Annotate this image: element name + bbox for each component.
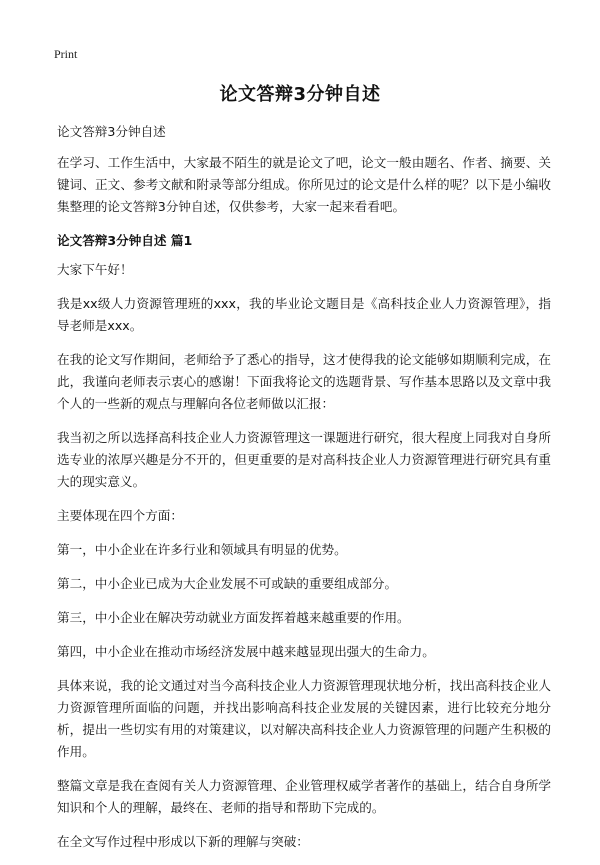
- article-subtitle: 论文答辩3分钟自述: [57, 124, 166, 139]
- list-item-paragraph: 第二，中小企业已成为大企业发展不可或缺的重要组成部分。: [57, 576, 398, 591]
- body-paragraph: 在我的论文写作期间，老师给予了悉心的指导，这才使得我的论文能够如期顺利完成，在此，我谨向老师表示衷心的感谢！下面我将论文的选题背景、写作基本思路以及文章中我个人的一些新的观点与理解向各位老师做以汇报：: [57, 352, 551, 411]
- body-paragraph: 整篇文章是我在查阅有关人力资源管理、企业管理权威学者著作的基础上，结合自身所学知识和个人的理解，最终在、老师的指导和帮助下完成的。: [57, 778, 551, 815]
- greeting-paragraph: 大家下午好！: [57, 262, 133, 277]
- body-paragraph: 主要体现在四个方面：: [57, 508, 183, 523]
- section-heading: 论文答辩3分钟自述 篇1: [57, 233, 193, 248]
- list-item-paragraph: 第三，中小企业在解决劳动就业方面发挥着越来越重要的作用。: [57, 610, 410, 625]
- article-body: [57, 121, 551, 865]
- body-paragraph: 在全文写作过程中形成以下新的理解与突破：: [57, 834, 309, 849]
- print-link[interactable]: Print: [54, 47, 78, 61]
- body-paragraph: 我是xx级人力资源管理班的xxx，我的毕业论文题目是《高科技企业人力资源管理》，指导老师是xxx。: [57, 296, 551, 333]
- list-item-paragraph: 第一，中小企业在许多行业和领域具有明显的优势。: [57, 542, 347, 557]
- body-paragraph: 具体来说，我的论文通过对当今高科技企业人力资源管理现状地分析，找出高科技企业人力资源管理所面临的问题，并找出影响高科技企业发展的关键因素，进行比较充分地分析，提出一些切实有用的对策建议，以对解决高科技企业人力资源管理的问题产生积极的作用。: [57, 678, 551, 759]
- intro-paragraph: 在学习、工作生活中，大家最不陌生的就是论文了吧，论文一般由题名、作者、摘要、关键词、正文、参考文献和附录等部分组成。你所见过的论文是什么样的呢？以下是小编收集整理的论文答辩3分钟自述，仅供参考，大家一起来看看吧。: [57, 155, 551, 214]
- list-item-paragraph: 第四，中小企业在推动市场经济发展中越来越显现出强大的生命力。: [57, 644, 435, 659]
- page-title: 论文答辩3分钟自述: [219, 84, 381, 105]
- body-paragraph: 我当初之所以选择高科技企业人力资源管理这一课题进行研究，很大程度上同我对自身所选专业的浓厚兴趣是分不开的，但更重要的是对高科技企业人力资源管理进行研究具有重大的现实意义。: [57, 430, 551, 489]
